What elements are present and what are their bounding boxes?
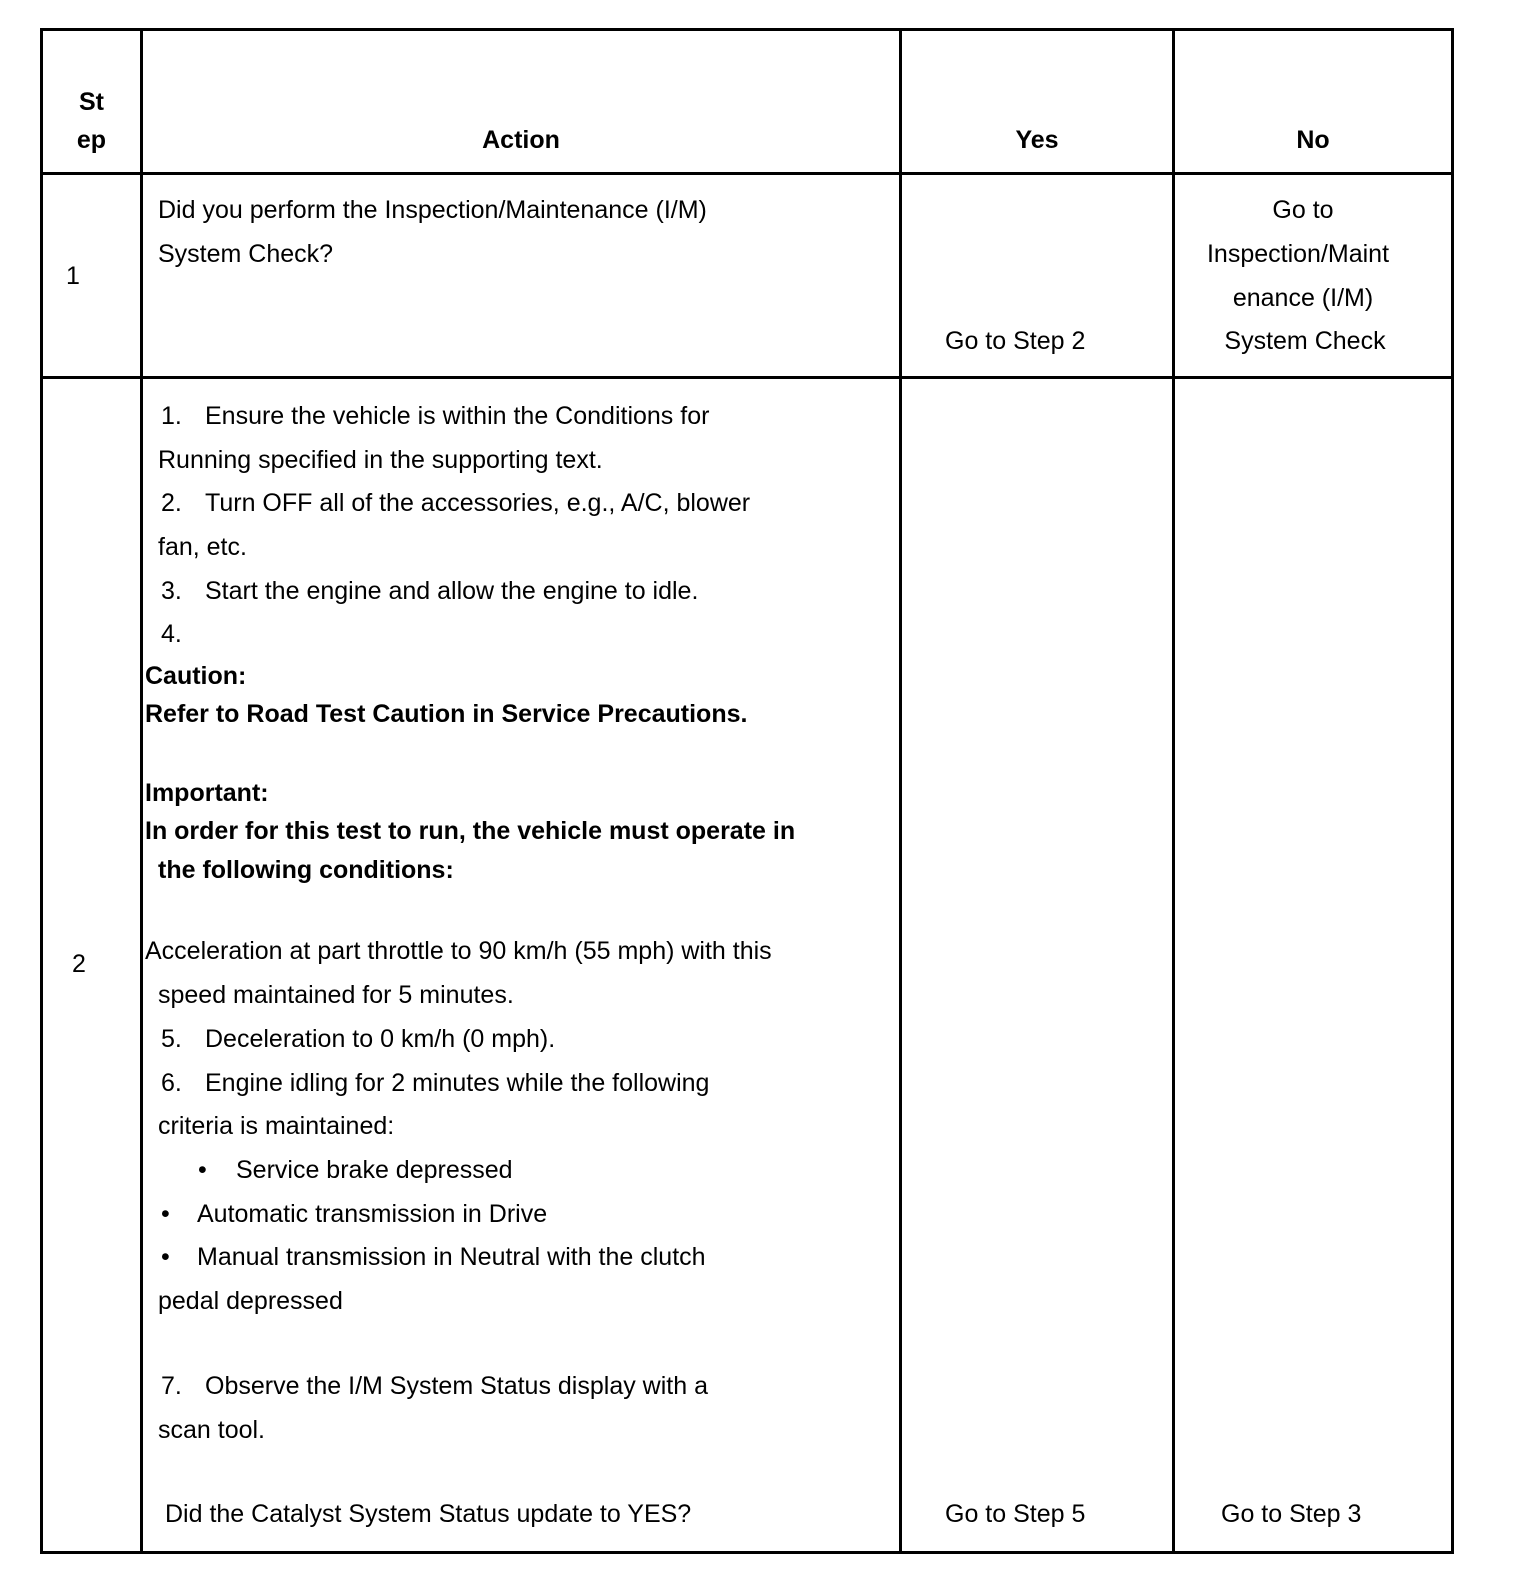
item-1-number: 1. [161, 402, 182, 430]
important-title: Important: [145, 779, 269, 807]
row1-yes: Go to Step 2 [945, 327, 1086, 355]
header-no: No [1296, 126, 1330, 154]
row2-yes: Go to Step 5 [945, 1500, 1086, 1528]
item-2-number: 2. [161, 489, 182, 517]
row1-no-line2: Inspection/Maint [1206, 240, 1390, 268]
item-3-number: 3. [161, 577, 182, 605]
bullet-service-brake: Service brake depressed [236, 1156, 513, 1184]
row1-no-line4: System Check [1224, 327, 1386, 355]
item-6-text: Engine idling for 2 minutes while the following [205, 1069, 710, 1097]
row1-action-line2: System Check? [158, 240, 334, 268]
caution-title: Caution: [145, 662, 247, 690]
acceleration-text-cont: speed maintained for 5 minutes. [158, 981, 514, 1009]
item-7-number: 7. [161, 1372, 182, 1400]
item-4-number: 4. [161, 620, 182, 648]
item-5-number: 5. [161, 1025, 182, 1053]
important-text: In order for this test to run, the vehicle must operate in [145, 817, 796, 845]
row2-step: 2 [72, 950, 86, 978]
important-text-cont: the following conditions: [158, 856, 454, 884]
item-7-text: Observe the I/M System Status display with a [205, 1372, 708, 1400]
bullet-icon: • [161, 1200, 170, 1228]
item-2-text: Turn OFF all of the accessories, e.g., A/C, blower [205, 489, 751, 517]
bullet-icon: • [161, 1243, 170, 1271]
acceleration-text: Acceleration at part throttle to 90 km/h (55 mph) with this [145, 937, 772, 965]
header-step-line2: ep [76, 126, 107, 154]
bullet-manual-transmission: Manual transmission in Neutral with the clutch [197, 1243, 706, 1271]
header-action: Action [482, 126, 560, 154]
item-3-text: Start the engine and allow the engine to idle. [205, 577, 699, 605]
row-divider-header [40, 172, 1454, 175]
item-6-text-cont: criteria is maintained: [158, 1112, 395, 1140]
bullet-icon: • [198, 1156, 207, 1184]
row1-no-line1: Go to [1272, 196, 1334, 224]
row2-question: Did the Catalyst System Status update to YES? [165, 1500, 692, 1528]
item-7-text-cont: scan tool. [158, 1416, 266, 1444]
item-5-text: Deceleration to 0 km/h (0 mph). [205, 1025, 556, 1053]
col-divider-step [140, 28, 143, 1554]
header-step-line1: St [79, 88, 104, 116]
row-divider-1 [40, 376, 1454, 379]
col-divider-action [899, 28, 902, 1554]
caution-text: Refer to Road Test Caution in Service Precautions. [145, 700, 748, 728]
row1-step: 1 [66, 262, 80, 290]
bullet-automatic-transmission: Automatic transmission in Drive [197, 1200, 548, 1228]
row2-no: Go to Step 3 [1221, 1500, 1362, 1528]
item-6-number: 6. [161, 1069, 182, 1097]
item-1-text: Ensure the vehicle is within the Conditions for [205, 402, 710, 430]
item-1-text-cont: Running specified in the supporting text. [158, 446, 603, 474]
item-2-text-cont: fan, etc. [158, 533, 247, 561]
row1-action-line1: Did you perform the Inspection/Maintenance (I/M) [158, 196, 707, 224]
row1-no-line3: enance (I/M) [1232, 284, 1374, 312]
header-yes: Yes [1015, 126, 1059, 154]
bullet-manual-transmission-cont: pedal depressed [158, 1287, 343, 1315]
